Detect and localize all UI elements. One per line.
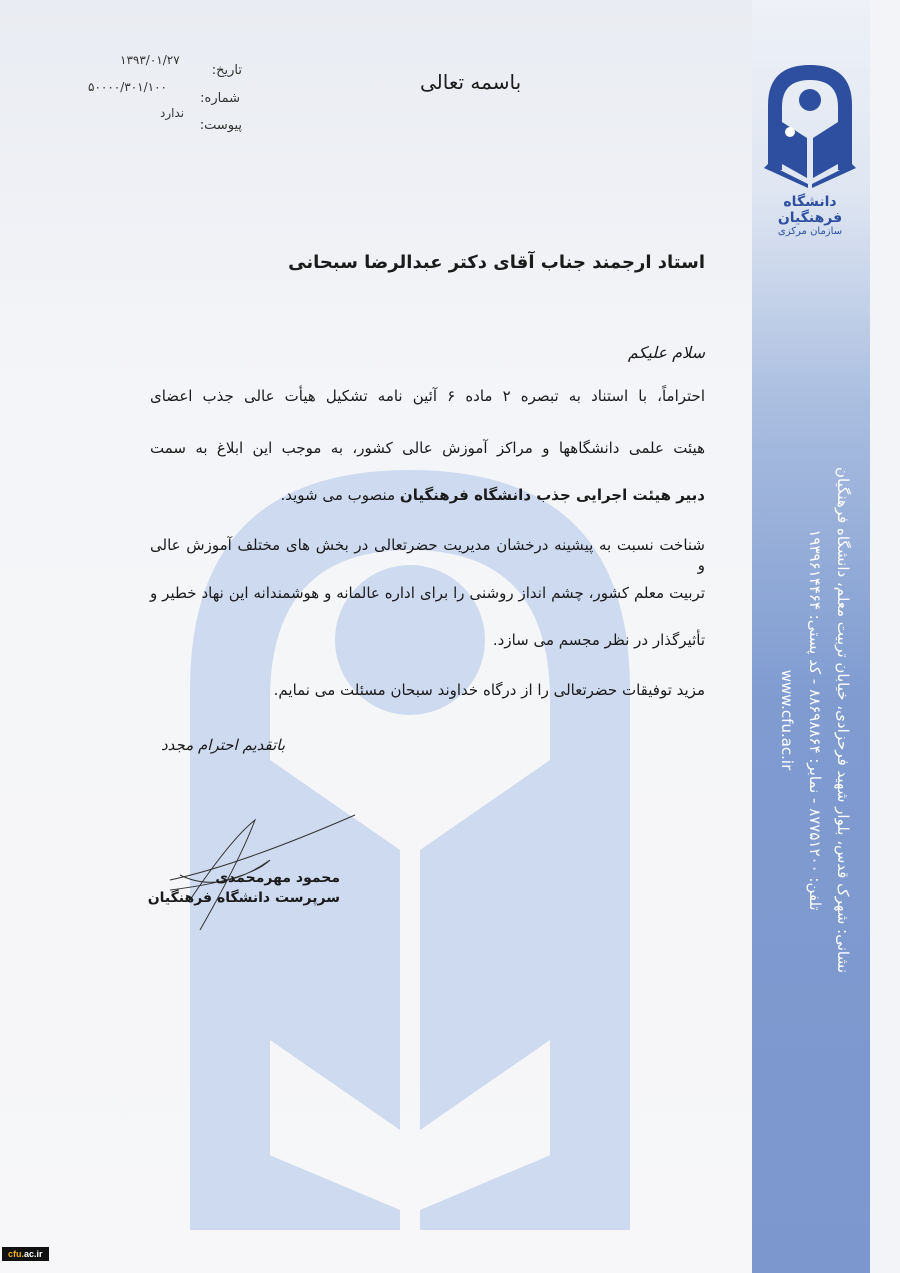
appointment-line bbox=[150, 485, 705, 505]
badge-suffix: ac.ir bbox=[24, 1249, 43, 1259]
logo-name: دانشگاه فرهنگیان bbox=[777, 194, 843, 226]
logo-subtitle: سازمان مرکزی bbox=[777, 226, 843, 237]
body-line: تأثیرگذار در نظر مجسم می سازد. bbox=[492, 631, 705, 649]
date-value: ۱۳۹۳/۰۱/۲۷ bbox=[120, 53, 180, 67]
body-line: احتراماً، با استناد به تبصره ۲ ماده ۶ آئین نامه تشکیل هیأت عالی جذب اعضای bbox=[150, 387, 705, 405]
signer-title: سرپرست دانشگاه فرهنگیان bbox=[147, 890, 340, 906]
appointment-title: دبیر هیئت اجرایی جذب دانشگاه فرهنگیان bbox=[399, 486, 705, 504]
attachment-value: ندارد bbox=[160, 106, 185, 120]
footer-badge bbox=[2, 1247, 49, 1261]
appointment-rest: منصوب می شوید. bbox=[280, 486, 400, 504]
date-label: تاریخ: bbox=[211, 63, 242, 78]
logo-emblem-icon bbox=[760, 60, 860, 190]
body-line: شناخت نسبت به پیشینه درخشان مدیریت حضرتعالی در بخش های مختلف آموزش عالی و bbox=[150, 536, 705, 574]
signer-name: محمود مهرمحمدی bbox=[215, 870, 340, 886]
university-logo bbox=[760, 60, 860, 237]
bismillah: باسمه تعالی bbox=[420, 70, 522, 94]
number-value: ۵۰۰۰۰/۳۰۱/۱۰۰ bbox=[88, 80, 167, 94]
address: نشانی: شهرک قدس، بلوار شهید فرحزادی، خیابان تربیت معلم، دانشگاه فرهنگیان bbox=[834, 467, 852, 973]
body-line: هیئت علمی دانشگاهها و مراکز آموزش عالی کشور، به موجب این ابلاغ به سمت bbox=[150, 439, 705, 457]
badge-prefix: cfu. bbox=[8, 1249, 25, 1259]
attachment-label: پیوست: bbox=[199, 118, 242, 133]
website-link[interactable]: www.cfu.ac.ir bbox=[778, 669, 796, 771]
closing: باتقدیم احترام مجدد bbox=[160, 736, 285, 754]
body-line: تربیت معلم کشور، چشم انداز روشنی را برای اداره عالمانه و هوشمندانه این نهاد خطیر و bbox=[150, 584, 705, 602]
addressee: استاد ارجمند جناب آقای دکتر عبدالرضا سبحانی bbox=[288, 252, 705, 273]
contact-numbers: تلفن: ۸۷۷۵۱۲۰۰ - نمابر: ۸۸۶۹۸۸۶۴ - کد پستی: ۱۹۳۹۶۱۴۴۶۴ bbox=[806, 529, 824, 911]
page-edge bbox=[870, 0, 900, 1273]
body-line: مزید توفیقات حضرتعالی را از درگاه خداوند سبحان مسئلت می نمایم. bbox=[273, 681, 705, 699]
number-label: شماره: bbox=[200, 91, 240, 106]
contact-info bbox=[760, 450, 870, 990]
greeting: سلام علیکم bbox=[627, 343, 705, 362]
